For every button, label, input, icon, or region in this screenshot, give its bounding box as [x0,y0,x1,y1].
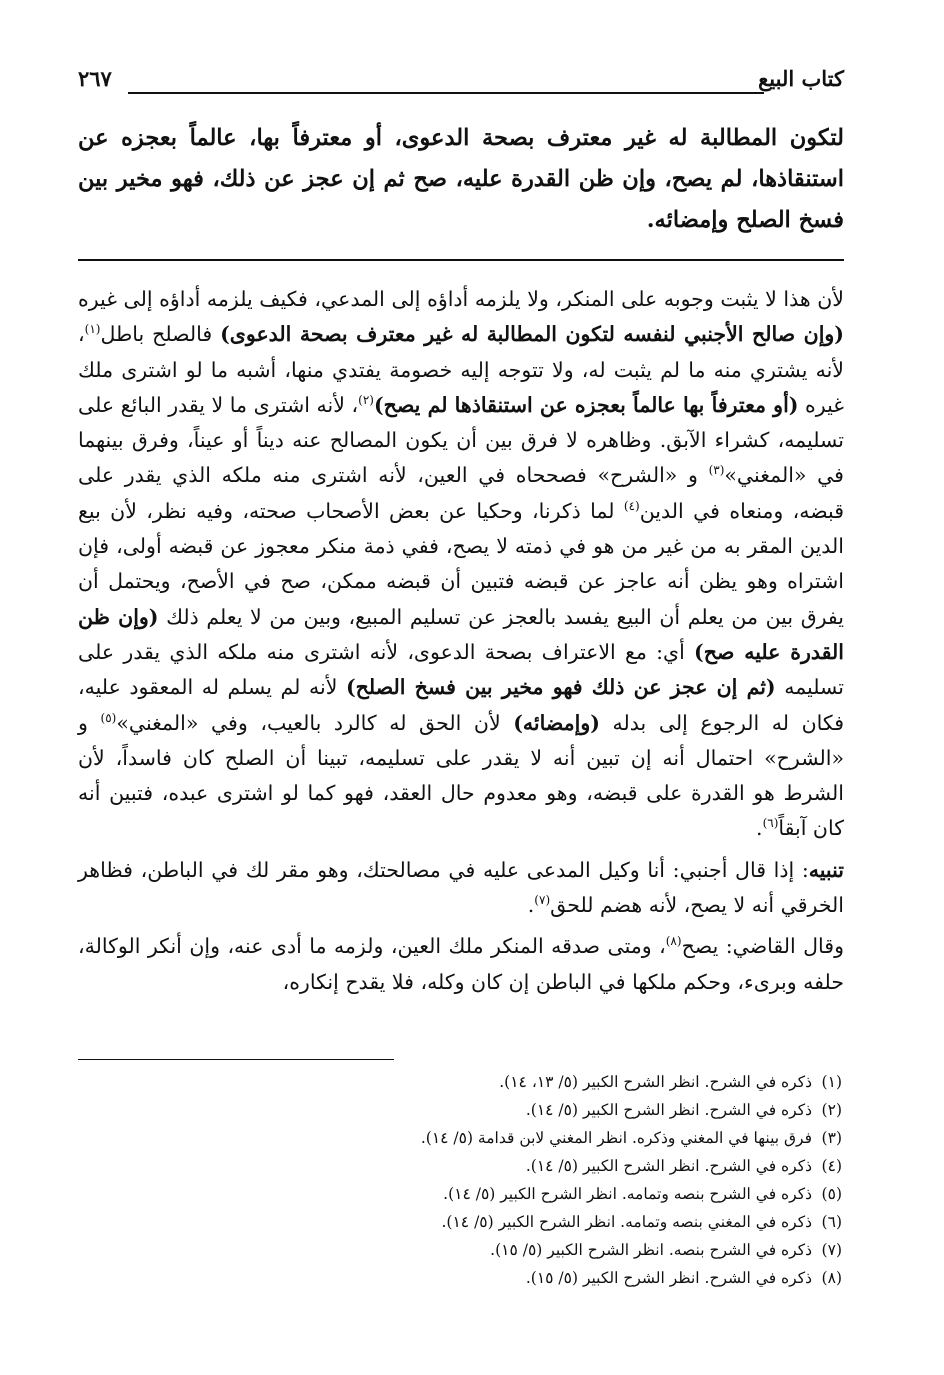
commentary-text: لأن الحق له كالرد بالعيب، وفي «المغني» [116,710,514,735]
main-text [78,118,844,241]
quoted-matn: (وإن ظن القدرة عليه صح) [78,604,844,664]
commentary-text: و «الشرح» احتمال أنه إن تبين أنه لا يقدر على تسليمه، تبينا أن الصلح كان فاسداً، لأن الشرط هو القدرة على قبضه، وهو معدوم حال العقد، فهو كما لو اشترى عبده، فتبين أنه كان آبقاً [78,710,844,841]
commentary-text: . [756,816,763,841]
footnote-number: (٧) [821,1241,842,1259]
footnote-number: (١) [821,1073,842,1091]
footnote-ref: (١) [84,322,101,337]
main-text-paragraph: لتكون المطالبة له غير معترف بصحة الدعوى، أو معترفاً بها، عالماً بعجزه عن استنقاذها، لم يصح، وإن ظن القدرة عليه، صح ثم إن عجز عن ذلك، فهو مخير بين فسخ الصلح وإمضائه. [78,125,844,233]
footnote-text: ذكره في الشرح بنصه وتمامه. انظر الشرح الكبير (٥/ ١٤). [443,1185,812,1203]
commentary-text: أي: مع الاعتراف بصحة الدعوى، لأنه اشترى منه ملكه الذي يقدر على تسليمه [78,639,845,700]
footnote-text: ذكره في الشرح. انظر الشرح الكبير (٥/ ١٥). [525,1269,812,1287]
commentary-text: لأن هذا لا يثبت وجوبه على المنكر، ولا يلزمه أداؤه إلى المدعي، فكيف يلزمه أداؤه إلى غيره [78,287,844,311]
footnote-number: (٣) [821,1129,842,1147]
footnote-item [78,1264,842,1292]
footnote-ref: (٤) [623,498,640,513]
footnote-text: ذكره في الشرح. انظر الشرح الكبير (٥/ ١٤). [525,1157,812,1175]
commentary-text: فالصلح باطل [100,322,221,347]
commentary-text: و «الشرح» فصححاه في العين، لأنه اشترى منه ملكه الذي يقدر على قبضه، ومنعاه في الدين [78,463,845,523]
commentary-paragraph-2 [78,853,844,924]
commentary-text: ، لأنه اشترى ما لا يقدر البائع على تسليمه، كشراء الآبق. وظاهره لا فرق بين أن يكون المصالح عنه ديناً أو عيناً، وفرق بينهما في «المغني» [78,392,844,488]
footnote-number: (٤) [821,1157,842,1175]
footnote-ref: (٧) [534,893,551,908]
quoted-matn: (ثم إن عجز عن ذلك فهو مخير بين فسخ الصلح) [345,675,776,700]
commentary [78,282,844,1000]
footnote-item [78,1096,842,1124]
quoted-matn: (وإن صالح الأجنبي لنفسه لتكون المطالبة له غير معترف بصحة الدعوى) [220,322,844,347]
footnote-ref: (٥) [100,710,117,725]
footnote-number: (٥) [821,1185,842,1203]
commentary-text: وقال القاضي: يصح [681,934,844,959]
page-header [78,66,844,100]
page-number: ٢٦٧ [78,66,112,91]
footnote-item [78,1180,842,1208]
footnote-text: ذكره في الشرح بنصه. انظر الشرح الكبير (٥/ ١٥). [490,1241,812,1259]
quoted-matn: تنبيه [808,857,844,882]
commentary-paragraph-3 [78,929,844,1000]
commentary-paragraph-1 [78,282,844,847]
commentary-text: لأنه لم يسلم له المعقود عليه، فكان له الرجوع إلى بدله [78,675,845,735]
footnote-ref: (٢) [358,393,374,408]
footnote-number: (٨) [821,1269,842,1287]
footnote-item [78,1152,842,1180]
footnote-number: (٢) [821,1101,842,1119]
footnote-text: ذكره في المغني بنصه وتمامه. انظر الشرح الكبير (٥/ ١٤). [441,1213,812,1231]
text-commentary-divider [78,259,844,261]
quoted-matn: (وإمضائه) [513,710,600,735]
footnote-number: (٦) [821,1213,842,1231]
footnote-ref: (٨) [665,934,682,949]
footnote-ref: (٦) [762,816,779,831]
footnote-ref: (٣) [708,463,725,478]
footnote-divider [78,1059,394,1060]
footnote-item [78,1236,842,1264]
footnote-item [78,1208,842,1236]
footnotes-list [78,1068,844,1292]
quoted-matn: (أو معترفاً بها عالماً بعجزه عن استنقاذها لم يصح) [373,392,799,417]
footnote-text: ذكره في الشرح. انظر الشرح الكبير (٥/ ١٣، ١٤). [499,1073,812,1091]
commentary-text: : إذا قال أجنبي: أنا وكيل المدعى عليه في مصالحتك، وهو مقر لك في الباطن، فظاهر الخرقي أنه لا يصح، لأنه هضم للحق [78,857,844,918]
book-page [78,56,844,1346]
footnote-item [78,1068,842,1096]
commentary-text: ، ومتى صدقه المنكر ملك العين، ولزمه ما أدى عنه، وإن أنكر الوكالة، حلفه وبرىء، وحكم ملكها في الباطن إن كان وكله، فلا يقدح إنكاره، [78,934,844,994]
commentary-text: لما ذكرنا، وحكيا عن بعض الأصحاب صحته، وفيه نظر، لأن بيع الدين المقر به من غير من هو في ذمته لا يصح، ففي ذمة منكر معجوز عن قبضه أولى، فإن اشتراه وهو يظن أنه عاجز عن قبضه فتبين أن قبضه ممكن، صح في الأصح، ويحتمل أن يفرق بين من يعلم أن البيع يفسد بالعجز عن تسليم المبيع، وبين من لا يعلم ذلك [78,498,844,629]
commentary-text: ، لأنه يشتري منه ما لم يثبت له، ولا تتوجه إليه خصومة يفتدي منها، أشبه ما لو اشترى ملك غيره [78,322,844,417]
chapter-title: كتاب البيع [758,66,844,91]
footnote-item [78,1124,842,1152]
commentary-text: . [527,893,535,918]
header-rule [128,92,764,94]
footnote-text: فرق بينها في المغني وذكره. انظر المغني لابن قدامة (٥/ ١٤). [420,1129,812,1147]
footnote-text: ذكره في الشرح. انظر الشرح الكبير (٥/ ١٤). [525,1101,812,1119]
